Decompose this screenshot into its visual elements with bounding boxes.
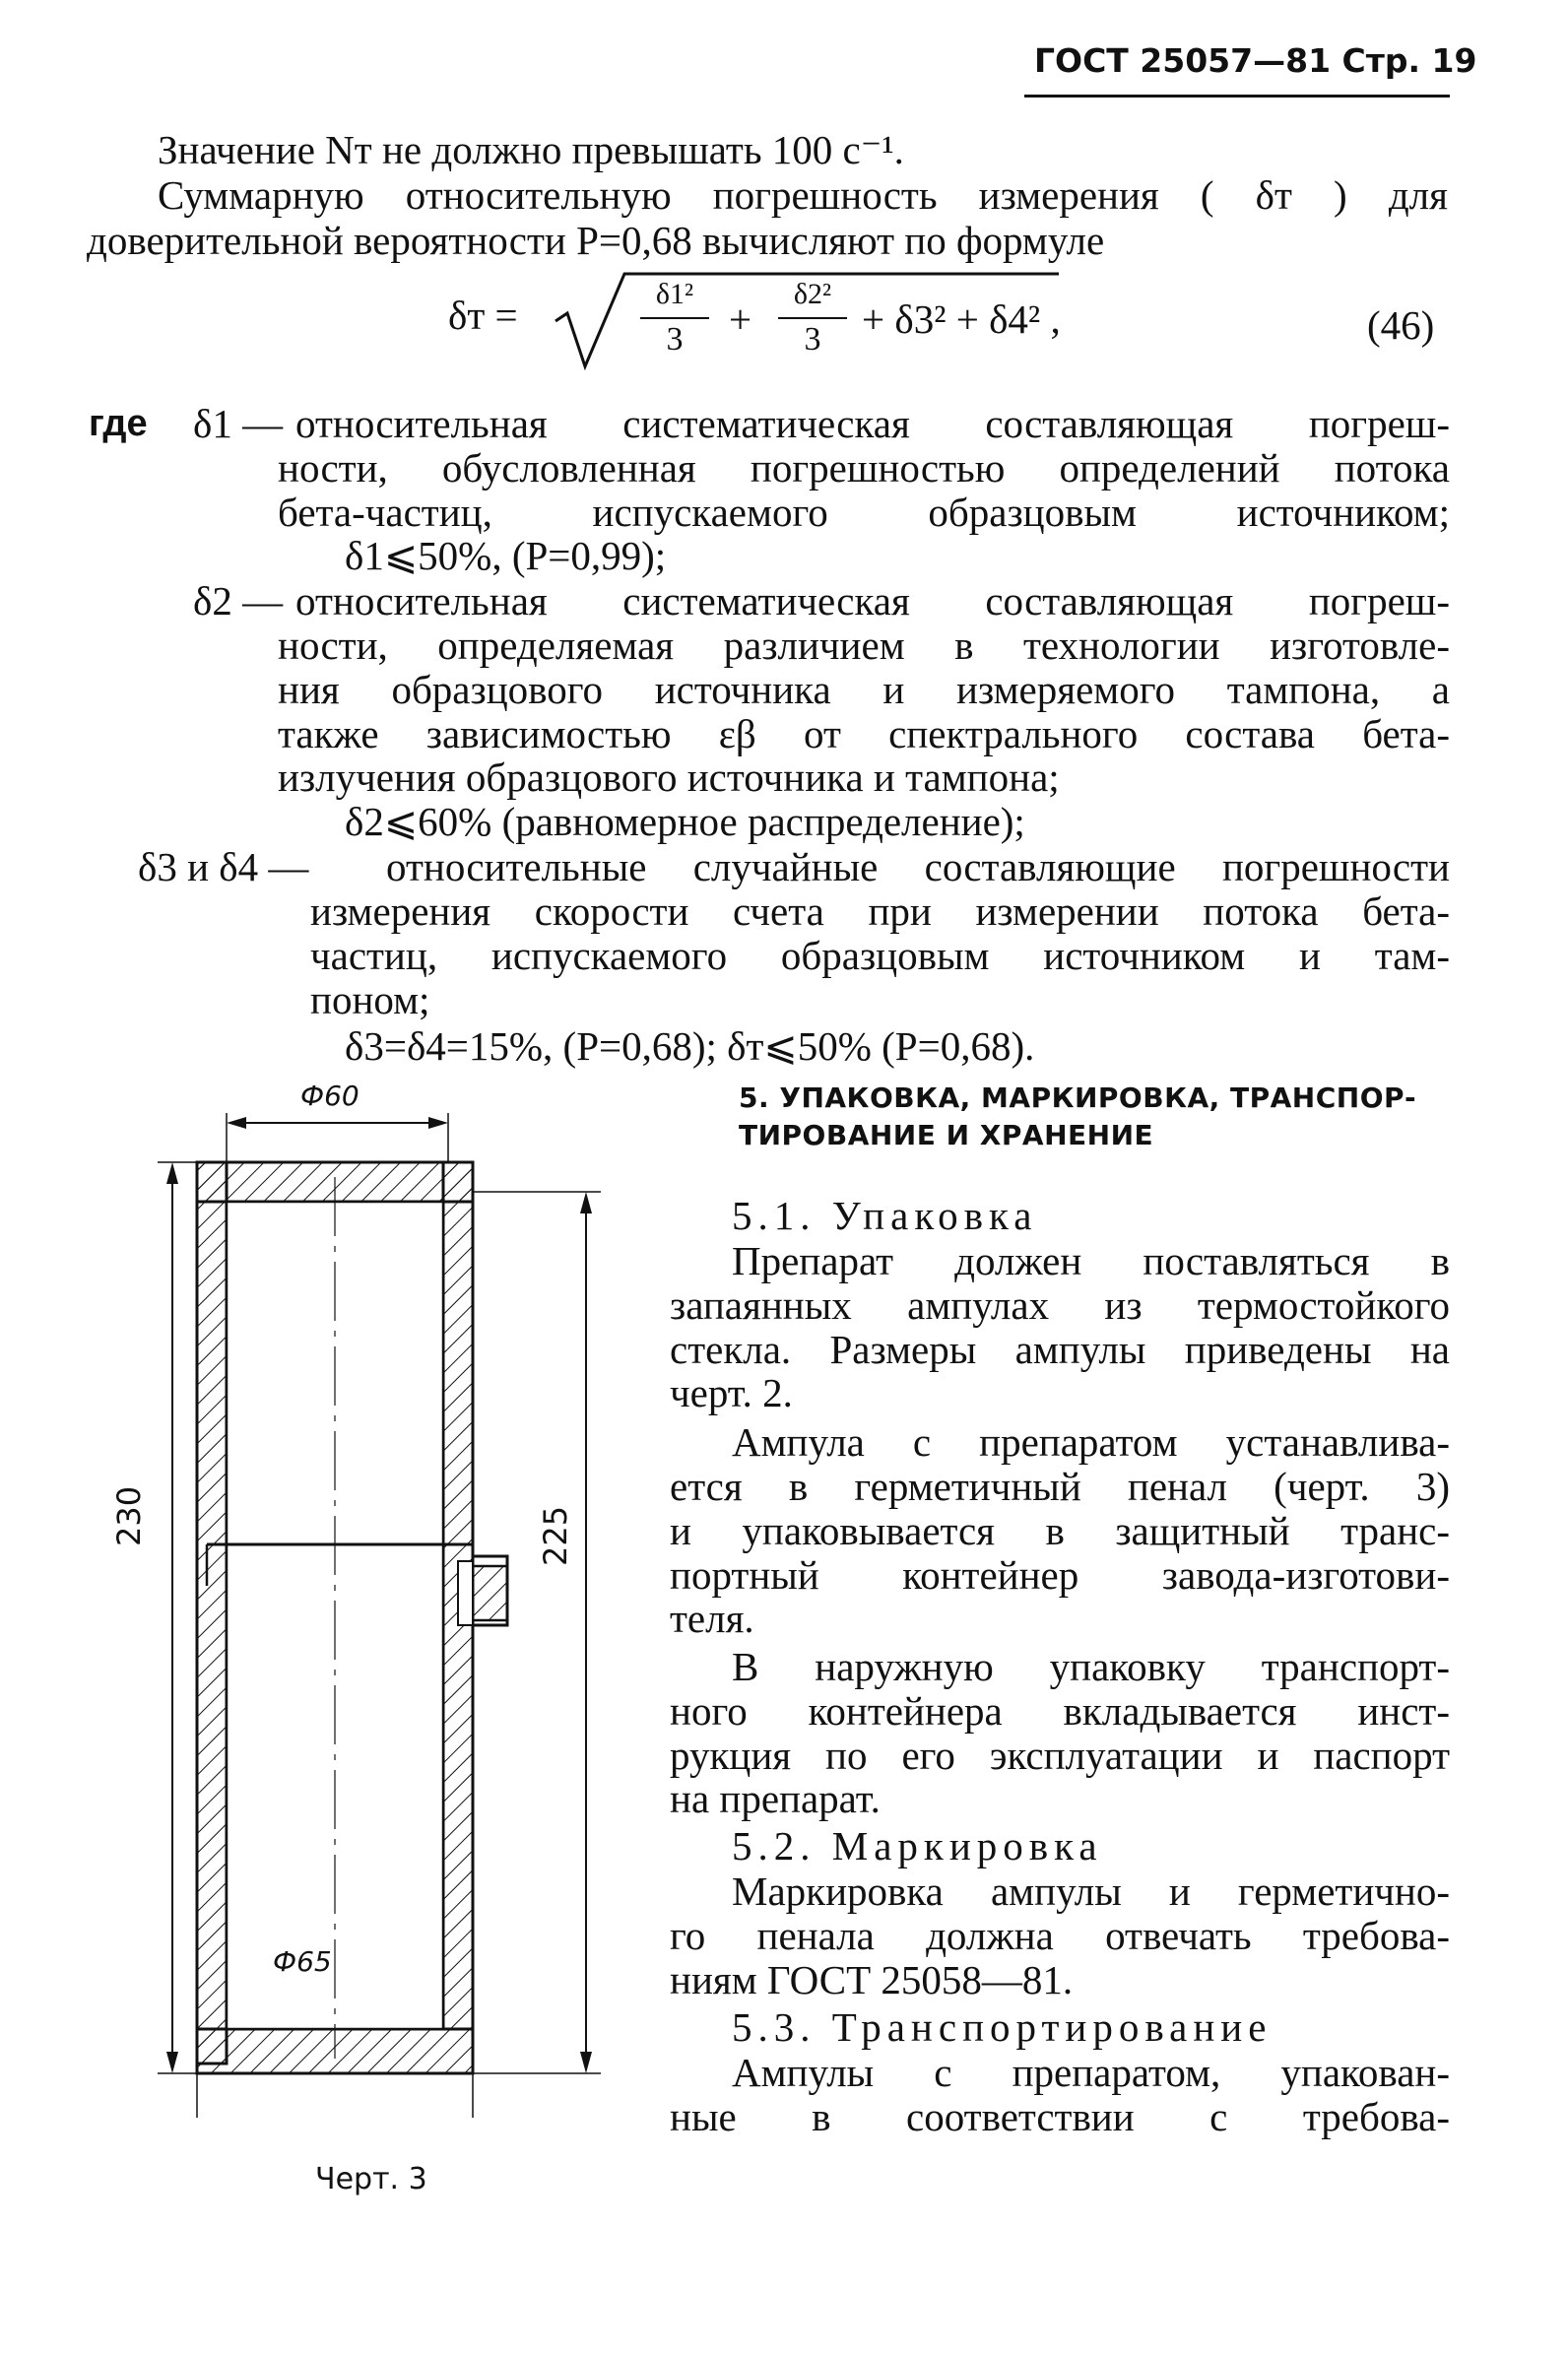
delta34-symbol: δ3 и δ4 — — [138, 844, 309, 889]
drawing-penal — [98, 1074, 650, 2118]
intro-line-1: Значение Nт не должно превышать 100 с⁻¹. — [158, 127, 904, 172]
dim-bottom-label: Ф65 — [273, 1945, 332, 1978]
delta1-line-1: относительная систематическая составляющая погреш- — [295, 401, 1450, 446]
figure-caption: Черт. 3 — [315, 2162, 427, 2196]
s52-heading: 5.2. Маркировка — [732, 1823, 1103, 1868]
term2-numerator: δ2² — [793, 278, 832, 310]
s51-p2-line-1: Ампула с препаратом устанавлива- — [732, 1419, 1450, 1465]
term1-denominator: 3 — [666, 321, 684, 358]
delta2-condition: δ2⩽60% (равномерное распределение); — [345, 799, 1025, 844]
s51-p3-line-1: В наружную упаковку транспорт- — [732, 1644, 1450, 1689]
dim-right-label: 225 — [537, 1505, 574, 1566]
s51-heading: 5.1. Упаковка — [732, 1193, 1038, 1238]
s53-p-line-2: ные в соответствии с требова- — [670, 2094, 1450, 2139]
delta2-line-2: ности, определяемая различием в технологии изготовле- — [278, 623, 1450, 668]
delta34-line-1: относительные случайные составляющие погрешности — [386, 844, 1450, 889]
dim-left-label: 230 — [110, 1485, 148, 1546]
s51-p3-line-4: на препарат. — [670, 1776, 881, 1821]
delta2-line-4: также зависимостью εβ от спектрального состава бета- — [278, 711, 1450, 756]
s53-heading: 5.3. Транспортирование — [732, 2004, 1273, 2050]
s51-p1-line-4: черт. 2. — [670, 1370, 793, 1415]
delta1-line-2: ности, обусловленная погрешностью определений потока — [278, 445, 1450, 491]
delta1-line-3: бета-частиц, испускаемого образцовым источником; — [278, 490, 1450, 535]
where-label: где — [89, 403, 148, 444]
s51-p1-line-3: стекла. Размеры ампулы приведены на — [670, 1327, 1450, 1372]
section5-title-line-1: 5. УПАКОВКА, МАРКИРОВКА, ТРАНСПОР- — [739, 1081, 1417, 1114]
section5-title-line-2: ТИРОВАНИЕ И ХРАНЕНИЕ — [739, 1119, 1154, 1151]
term2-denominator: 3 — [804, 321, 821, 358]
delta34-line-4: поном; — [310, 977, 430, 1022]
s51-p2-line-4: портный контейнер завода-изготови- — [670, 1552, 1450, 1598]
intro-line-2a: Суммарную относительную погрешность измерения ( δт ) для — [158, 172, 1448, 218]
formula-rest: + δ3² + δ4² , — [862, 296, 1061, 342]
s51-p3-line-2: ного контейнера вкладывается инст- — [670, 1688, 1450, 1734]
delta1-symbol: δ1 — — [193, 401, 284, 446]
delta2-line-1: относительная систематическая составляющая погреш- — [295, 578, 1450, 623]
delta34-condition: δ3=δ4=15%, (P=0,68); δт⩽50% (P=0,68). — [345, 1023, 1035, 1069]
formula-number: (46) — [1367, 302, 1435, 348]
delta1-condition: δ1⩽50%, (P=0,99); — [345, 533, 667, 578]
s51-p3-line-3: рукция по его эксплуатации и паспорт — [670, 1733, 1450, 1778]
delta2-line-5: излучения образцового источника и тампона; — [278, 754, 1060, 800]
s52-p-line-2: го пенала должна отвечать требова- — [670, 1913, 1450, 1958]
s52-p-line-3: ниям ГОСТ 25058—81. — [670, 1957, 1074, 2002]
delta2-symbol: δ2 — — [193, 578, 284, 623]
page-header: ГОСТ 25057—81 Стр. 19 — [1034, 41, 1477, 80]
s51-p2-line-5: теля. — [670, 1596, 754, 1641]
header-rule — [1024, 95, 1450, 98]
delta34-line-3: частиц, испускаемого образцовым источником и там- — [310, 933, 1450, 978]
s51-p1-line-1: Препарат должен поставляться в — [732, 1238, 1450, 1283]
formula-plus: + — [729, 296, 752, 342]
s52-p-line-1: Маркировка ампулы и герметично- — [732, 1868, 1450, 1914]
formula-lhs: δт = — [448, 293, 518, 338]
delta2-line-3: ния образцового источника и измеряемого тампона, а — [278, 667, 1450, 712]
intro-line-2b: доверительной вероятности P=0,68 вычисляют по формуле — [87, 218, 1105, 263]
delta34-line-2: измерения скорости счета при измерении потока бета- — [310, 888, 1450, 934]
term1-fraction-bar — [640, 317, 709, 319]
dim-top-label: Ф60 — [300, 1080, 359, 1112]
s51-p1-line-2: запаянных ампулах из термостойкого — [670, 1282, 1450, 1328]
term1-numerator: δ1² — [655, 278, 694, 310]
s53-p-line-1: Ампулы с препаратом, упакован- — [732, 2050, 1450, 2095]
s51-p2-line-3: и упаковывается в защитный транс- — [670, 1508, 1450, 1553]
term2-fraction-bar — [778, 317, 847, 319]
s51-p2-line-2: ется в герметичный пенал (черт. 3) — [670, 1464, 1450, 1509]
